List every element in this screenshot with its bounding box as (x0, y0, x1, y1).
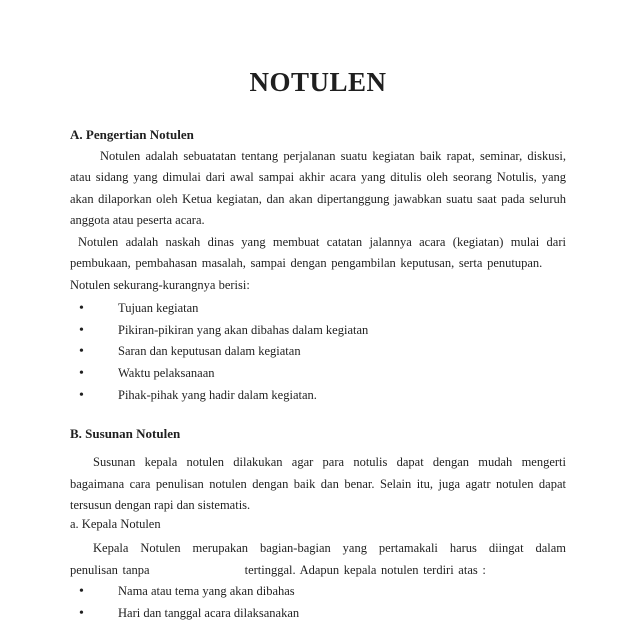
section-b-bullet-list (70, 581, 566, 624)
list-item (70, 320, 566, 342)
section-b-sub-heading: a. Kepala Notulen (70, 516, 161, 531)
paragraph-line: Notulen adalah naskah dinas yang membuat catatan jalannya acara (kegiatan) mulai dari (78, 234, 566, 249)
paragraph-line-part: penulisan tanpa (70, 562, 150, 577)
paragraph-line: tersusun dengan rapi dan sistematis. (70, 498, 251, 513)
section-a-paragraph-2 (70, 232, 566, 275)
paragraph-line: Susunan kepala notulen dilakukan agar para notulis dapat dengan mudah mengerti (93, 455, 566, 470)
section-b-heading: B. Susunan Notulen (70, 426, 181, 442)
list-item (70, 341, 566, 363)
section-b-paragraph-2 (70, 538, 566, 581)
paragraph-line: anggota atau peserta acara. (70, 213, 205, 227)
list-item (70, 363, 566, 385)
paragraph-line: atau sidang yang dimulai dari awal sampai akhir acara yang ditulis oleh seorang Notulis, yang (70, 170, 566, 184)
section-b-paragraph-1 (70, 452, 566, 517)
paragraph-line-part: tertinggal. Adapun kepala notulen terdiri atas : (244, 562, 486, 577)
paragraph-line: bagaimana cara penulisan notulen dengan baik dan benar. Selain itu, juga agatr notulen dapat (70, 476, 566, 491)
bullet-icon: • (79, 605, 84, 621)
list-item-label: Nama atau tema yang akan dibahas (118, 584, 295, 599)
list-item (70, 385, 566, 407)
section-a-heading: A. Pengertian Notulen (70, 127, 194, 142)
section-a-paragraph-3: Notulen sekurang-kurangnya berisi: (70, 277, 250, 292)
list-item-label: Saran dan keputusan dalam kegiatan (118, 344, 301, 359)
section-a-paragraph-1 (70, 146, 566, 232)
list-item-label: Hari dan tanggal acara dilaksanakan (118, 605, 300, 620)
bullet-icon: • (79, 584, 84, 600)
list-item-label: Pikiran-pikiran yang akan dibahas dalam kegiatan (118, 322, 369, 337)
bullet-icon: • (79, 344, 84, 360)
list-item (70, 603, 566, 625)
paragraph-line: Notulen adalah sebuatatan tentang perjalanan suatu kegiatan baik rapat, seminar, diskusi, (100, 148, 566, 163)
paragraph-line: pembukaan, pembahasan masalah, sampai dengan pengambilan keputusan, serta penutupan. (70, 256, 543, 270)
page-title: NOTULEN (249, 67, 387, 97)
paragraph-line-with-gap (70, 560, 566, 582)
paragraph-line: Kepala Notulen merupakan bagian-bagian yang pertamakali harus diingat dalam (93, 541, 566, 556)
section-a-bullet-list (70, 298, 566, 407)
blank-gap (150, 573, 245, 574)
list-item (70, 581, 566, 603)
bullet-icon: • (79, 322, 84, 338)
list-item-label: Tujuan kegiatan (118, 301, 199, 315)
list-item-label: Waktu pelaksanaan (118, 366, 215, 381)
paragraph-line: akan dilaporkan oleh Ketua kegiatan, dan akan dipertanggung jawabkan suatu saat pada seluruh (70, 191, 566, 206)
list-item (70, 298, 566, 320)
bullet-icon: • (79, 366, 84, 382)
bullet-icon: • (79, 387, 84, 403)
bullet-icon: • (79, 301, 84, 316)
list-item-label: Pihak-pihak yang hadir dalam kegiatan. (118, 387, 317, 402)
